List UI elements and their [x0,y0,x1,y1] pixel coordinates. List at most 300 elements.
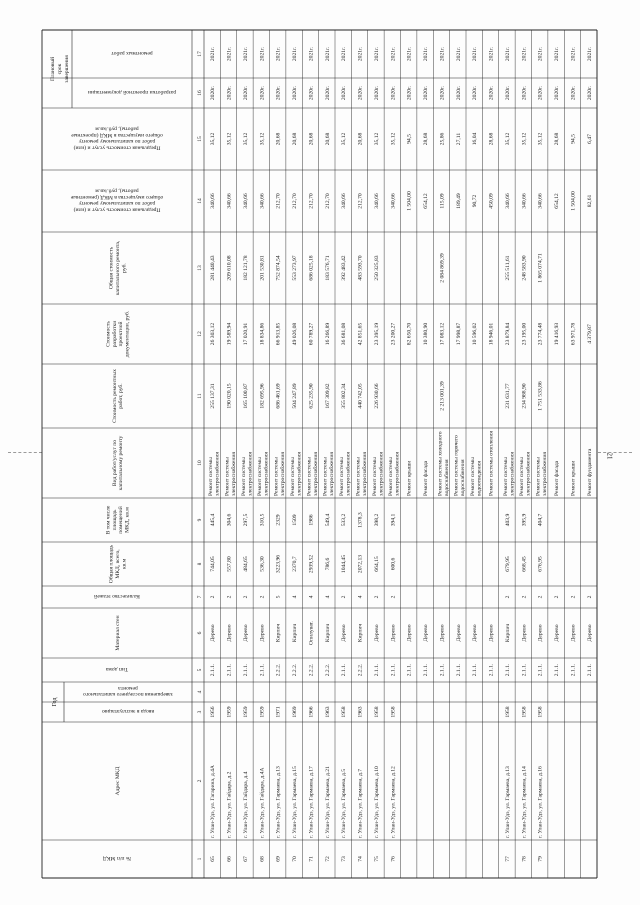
header-col_area_total: Общая площадь [108,544,115,584]
cell-type: 2.1.1. [373,663,380,677]
cell-no: 74 [357,856,364,862]
cell-d1: 2020г. [259,85,266,101]
cell-no: 78 [521,856,528,862]
cell-d1: 2020г. [472,85,479,101]
cell-d1: 2020г. [570,85,577,101]
cell-d2: 2021г. [373,46,380,62]
cell-work: Ремонт системы горячего [453,435,460,496]
cell-at: 744,05 [210,556,217,572]
cell-d2: 2021г. [226,46,233,62]
cell-work: электроснабжения [509,452,516,496]
cell-work: электроснабжения [214,452,221,496]
cell-d1: 2020г. [504,85,511,101]
cell-cr: 165 100,87 [242,383,249,409]
cell-fl: 2 [259,595,266,599]
cell-lu: 340,66 [341,193,348,209]
header-deadline: завершения [64,55,70,83]
cell-ld: 20,68 [275,132,282,146]
header-col_limit_design: Предельная стоимость услуг и (или) [73,144,161,151]
cell-wall: Кирпич [292,623,299,643]
cell-d2: 2021г. [554,46,561,62]
cell-lu: 340,66 [390,193,397,209]
cell-no: 76 [390,856,397,862]
cell-at: 536,30 [259,556,266,572]
table-group [42,30,597,878]
cell-cr: 1 751 533,86 [537,381,544,411]
cell-lu: 340,66 [537,193,544,209]
cell-cd: 16 266,89 [324,322,331,346]
cell-cr: 234 988,90 [521,383,528,409]
cell-tot: 248 583,90 [521,255,528,281]
cell-fl: 2 [341,595,348,599]
cell-lu: 212,70 [357,193,364,209]
cell-work: электроснабжения [263,452,270,496]
cell-type: 2.2.2. [357,663,364,677]
cell-wall: Дерево [242,624,249,642]
cell-wall: Дерево [439,624,446,642]
cell-work: Ремонт системы [388,457,395,496]
header-col_cost_repair: Стоимость ремонтных [111,369,118,423]
cell-cd: 10 380,90 [423,322,430,346]
cell-cd: 36 681,08 [341,322,348,346]
cell-work: электроснабжения [230,452,237,496]
header-col_total: капитального ремонта, [115,240,121,296]
cell-work: Ремонт крыши [570,460,577,496]
cell-lu: 115,09 [439,193,446,209]
cell-wall: Дерево [586,624,593,642]
header-col_area_living: В том числе [105,505,112,535]
header-col_cost_design: разработки [111,320,118,348]
cell-d1: 2020г. [308,85,315,101]
cell-lu: 340,66 [521,193,528,209]
cell-ld: 35,12 [504,132,511,146]
cell-at: 664,15 [373,556,380,572]
cell-y1: 1959 [259,706,266,718]
cell-at: 668,45 [521,556,528,572]
cell-cd: 26 303,12 [210,322,217,346]
cell-cd: 4 379,87 [586,324,593,344]
cell-y1: 1959 [226,706,233,718]
cell-cd: 17 998,87 [455,322,462,346]
column-number: 7 [197,595,203,599]
cell-work: электроснабжения [280,452,287,496]
cell-no: 77 [504,856,511,862]
cell-al: 2329 [275,514,282,526]
cell-d1: 2020г. [341,85,348,101]
cell-tot: 392 483,42 [341,255,348,281]
cell-tot: 255 511,61 [504,255,511,281]
cell-d1: 2020г. [554,85,561,101]
cell-work: Ремонт фасада [554,460,561,496]
cell-ld: 20,68 [357,132,364,146]
cell-al: 533,2 [341,513,348,527]
cell-cd: 23 200,27 [390,322,397,346]
cell-cr: 625 235,90 [308,383,315,409]
header-col_no: № п/п МКД [102,855,132,861]
cell-lu: 1 504,00 [406,191,413,211]
cell-address: г. Улан-Удэ, ул. Гармаева, д.13 [275,766,282,838]
column-number: 10 [197,460,203,466]
cell-type: 2.1.1. [406,663,413,677]
header-year: Год [52,697,58,707]
cell-wall: Дерево [259,624,266,642]
cell-d2: 2021г. [357,46,364,62]
cell-al: 445,4 [210,513,217,527]
cell-fl: 4 [357,595,364,599]
cell-ld: 28,68 [554,132,561,146]
cell-at: 679,95 [504,556,511,572]
header-col_wall: Материал стен [115,615,121,651]
header-deadline: Плановый [50,56,56,82]
cell-d1: 2020г. [324,85,331,101]
cell-type: 2.1.1. [259,663,266,677]
cell-work: Ремонт системы [470,457,476,496]
cell-wall: Опилуват. [308,621,315,645]
cell-lu: 189,49 [455,193,462,209]
cell-ld: 28,68 [423,132,430,146]
column-number: 5 [197,668,203,672]
cell-d2: 2021г. [488,46,495,62]
cell-work: Ремонт системы [502,457,509,496]
cell-wall: Кирпич [504,623,511,643]
cell-cr: 231 631,77 [504,383,511,409]
cell-ld: 20,68 [292,132,299,146]
header-col_area_total: кв.м [121,558,128,570]
cell-address: г. Улан-Удэ, ул. Гармаева, д.15 [292,766,299,838]
cell-wall: Дерево [554,624,561,642]
cell-address: г. Улан-Удэ, ул. Гармаева, д.10 [373,766,380,838]
cell-ld: 27,11 [455,132,462,146]
header-col_work: капитальному ремонту [118,435,125,491]
cell-d2: 2021г. [308,46,315,62]
cell-cd: 49 026,08 [292,322,299,346]
cell-ld: 35,12 [259,132,266,146]
cell-work: электроснабжения [345,452,352,496]
cell-y1: 1963 [324,706,331,718]
cell-at: 600,6 [390,557,397,571]
cell-wall: Дерево [406,624,413,642]
cell-cr: 504 247,89 [292,383,299,409]
cell-fl: 2 [570,595,577,599]
cell-cd: 17 083,12 [439,322,446,346]
cell-type: 2.1.1. [242,663,249,677]
column-number: 9 [197,518,203,522]
column-number: 13 [197,265,203,271]
cell-cd: 18 834,86 [259,322,266,346]
cell-ld: 20,68 [308,132,315,146]
cell-y1: 1963 [357,706,364,718]
cell-fl: 4 [324,595,331,599]
cell-cd: 63 971,78 [570,322,577,346]
cell-fl: 5 [275,595,282,599]
header-col_limit_design: работ по капитальному ремонту [78,138,156,145]
cell-cr: 686 461,69 [275,383,282,409]
cell-cr: 440 742,05 [357,383,364,409]
cell-d2: 2021г. [521,46,528,62]
cell-at: 2939,52 [308,554,315,574]
cell-d2: 2021г. [504,46,511,62]
cell-cd: 60 789,27 [308,322,315,346]
cell-tot: 553 273,97 [292,255,299,281]
cell-y1: 1958 [504,706,511,718]
cell-cd: 82 650,70 [406,322,413,346]
cell-d1: 2020г. [488,85,495,101]
cell-d2: 2021г. [439,46,446,62]
header-col_area_total: МКД, всего, [115,549,121,579]
header-col_year_overhaul: ремонта [118,684,138,691]
cell-d1: 2020г. [439,85,446,101]
cell-ld: 6,47 [586,134,593,144]
cell-d2: 2021г. [210,46,217,62]
cell-fl: 2 [537,595,544,599]
cell-type: 2.1.1. [226,663,233,677]
cell-d2: 2021г. [537,46,544,62]
cell-ld: 35,12 [390,132,397,146]
cell-work: водоотведения [476,461,483,496]
header-col_year_commission: ввода в эксплуатацию [101,708,155,714]
cell-al: 304,6 [226,513,233,527]
cell-work: Ремонт системы [240,457,247,496]
cell-no: 75 [373,856,380,862]
cell-type: 2.2.2. [292,663,299,677]
cell-lu: 82,61 [586,194,593,208]
cell-no: 65 [210,856,217,862]
cell-d2: 2021г. [292,46,299,62]
cell-at: 3223,96 [275,554,282,574]
cell-fl: 2 [373,595,380,599]
cell-wall: Кирпич [357,623,364,643]
cell-work: Ремонт системы отопления [488,431,495,496]
cell-d2: 2021г. [570,46,577,62]
header-col_limit_design: общего имущества в МКД (проектные [71,131,163,138]
cell-y1: 1958 [373,706,380,718]
cell-fl: 2 [226,595,233,599]
cell-fl: 2 [504,595,511,599]
cell-cd: 66 913,85 [275,322,282,346]
cell-tot: 2 084 869,39 [439,253,446,283]
header-deadline: срок [57,63,63,75]
cell-no: 79 [537,856,544,862]
cell-address: г. Улан-Удэ, ул. Гармаева, д.13 [504,766,511,838]
cell-tot: 209 610,08 [226,255,233,281]
header-col_total: руб. [121,263,128,273]
header-col_floors: Количество этажей [94,593,140,599]
cell-cd: 23 195,00 [521,322,528,346]
cell-d1: 2020г. [292,85,299,101]
cell-cd: 19 589,94 [226,322,233,346]
cell-fl: 2 [390,595,397,599]
header-col_address: Адрес МКД [115,766,121,796]
column-number: 15 [197,136,203,142]
cell-type: 2.1.1. [570,663,577,677]
cell-cd: 19 416,93 [554,322,561,346]
header-col_year_overhaul: завершения последнего капитального [83,691,173,698]
cell-y1: 1971 [275,706,282,718]
cell-address: г. Улан-Удэ, ул. Гайдара, д.4 [242,771,249,838]
header-col_work: Вид работ/услуг по [111,439,118,487]
cell-al: 310,5 [259,513,266,527]
cell-cr: 167 309,82 [324,383,331,409]
header-col_area_living: помещений [118,506,125,534]
cell-wall: Дерево [390,624,397,642]
cell-address: г. Улан-Удэ, ул. Гармаева, д.5 [341,768,348,838]
cell-no: 68 [259,856,266,862]
cell-type: 2.1.1. [341,663,348,677]
cell-ld: 16,04 [472,132,479,146]
cell-at: 1044,45 [341,554,348,574]
cell-tot: 686 025,18 [308,255,315,281]
cell-lu: 450,09 [488,193,495,209]
cell-y1: 1958 [521,706,528,718]
cell-wall: Дерево [521,624,528,642]
cell-wall: Дерево [341,624,348,642]
cell-at: 484,65 [242,556,249,572]
cell-al: 1378,3 [357,512,364,528]
header-col_limit_unit: работы), руб./кв.м [95,187,139,194]
column-number: 8 [197,562,203,566]
cell-ld: 25,86 [439,132,446,146]
cell-y1: 1956 [210,706,217,718]
cell-cr: 182 695,96 [259,383,266,409]
cell-cd: 10 596,02 [472,322,479,346]
cell-y1: 1958 [390,706,397,718]
cell-at: 676,95 [537,556,544,572]
cell-ld: 35,12 [341,132,348,146]
cell-d2: 2021г. [406,46,413,62]
cell-cr: 355 802,34 [341,383,348,409]
cell-lu: 654,12 [423,193,430,209]
cell-work: электроснабжения [361,452,368,496]
column-number: 12 [197,331,203,337]
cell-d1: 2020г. [521,85,528,101]
header-col_type: Тип дома [105,666,129,672]
cell-d2: 2021г. [275,46,282,62]
cell-fl: 2 [554,595,561,599]
cell-ld: 35,12 [537,132,544,146]
cell-no: 66 [226,856,233,862]
cell-y1: 1958 [537,706,544,718]
cell-cr: 2 213 001,39 [439,381,446,411]
header-col_limit_unit: Предельная стоимость услуг и (или) [73,206,161,213]
cell-tot: 182 121,78 [242,255,249,281]
cell-d1: 2020г. [242,85,249,101]
cell-type: 2.1.1. [423,663,430,677]
cell-work: электроснабжения [296,452,303,496]
cell-cr: 190 020,15 [226,383,233,409]
header-col_limit_design: работы), руб./кв.м [95,125,139,132]
cell-type: 2.2.2. [324,663,331,677]
cell-at: 786,6 [324,557,331,571]
cell-cd: 23 395,19 [373,322,380,346]
cell-fl: 4 [308,595,315,599]
header-col_deadline_work: ремонтных работ [111,50,153,56]
cell-cd: 18 946,01 [488,322,495,346]
cell-lu: 340,66 [210,193,217,209]
cell-al: 394,1 [390,513,397,527]
cell-y1: 1959 [242,706,249,718]
cell-al: 398,2 [373,513,380,527]
cell-d2: 2021г. [390,46,397,62]
cell-d2: 2021г. [586,46,593,62]
cell-no: 71 [308,856,315,862]
cell-cd: 17 020,91 [242,322,249,346]
cell-work: электроснабжения [247,452,254,496]
cell-d1: 2020г. [373,85,380,101]
cell-address: г. Улан-Удэ, ул. Гайдара, д.2 [226,771,233,838]
cell-al: 395,9 [521,513,528,527]
cell-fl: 4 [292,595,299,599]
cell-work: водоснабжения [443,459,450,496]
cell-type: 2.1.1. [439,663,446,677]
cell-al: 297,5 [242,513,249,527]
cell-work: Ремонт системы [224,457,231,496]
header-col_area_living: МКД, кв.м [124,507,131,533]
cell-no: 70 [292,856,299,862]
column-number: 6 [197,631,203,635]
cell-work: водоснабжения [460,459,467,496]
header-col_deadline_design: разработки проектной документации [87,89,177,95]
cell-wall: Дерево [537,624,544,642]
cell-lu: 340,66 [226,193,233,209]
cell-wall: Дерево [488,624,495,642]
cell-d1: 2020г. [275,85,282,101]
header-col_limit_unit: общего имущества в МКД (ремонтные [70,193,164,200]
cell-work: Ремонт системы [371,457,378,496]
cell-work: Ремонт системы [519,457,526,496]
header-col_total: Общая стоимость [108,246,115,290]
cell-d2: 2021г. [472,46,479,62]
column-number: 17 [197,51,203,57]
cell-lu: 340,66 [242,193,249,209]
cell-at: 2072,13 [357,554,364,574]
cell-tot: 752 874,54 [275,255,282,281]
header-col_cost_repair: работ, руб. [118,383,125,409]
cell-work: Ремонт системы холодного [437,431,444,496]
cell-lu: 340,66 [259,193,266,209]
column-number: 16 [197,90,203,96]
cell-wall: Дерево [472,624,479,642]
cell-ld: 20,68 [324,132,331,146]
cell-d1: 2020г. [537,85,544,101]
cell-address: г. Улан-Удэ, ул. Гармаева, д.7 [357,768,364,838]
cell-address: г. Улан-Удэ, ул. Гайдара, д.4А [259,767,266,838]
cell-type: 2.1.1. [586,663,593,677]
cell-at: 557,80 [226,556,233,572]
cell-address: г. Улан-Удэ, ул. Гармаева, д.21 [324,766,331,838]
cell-no: 73 [341,856,348,862]
cell-wall: Дерево [570,624,577,642]
cell-work: электроснабжения [525,452,532,496]
cell-type: 2.1.1. [554,663,561,677]
cell-type: 2.2.2. [308,663,315,677]
column-number: 11 [197,393,203,399]
cell-lu: 212,70 [308,193,315,209]
cell-al: 1509 [292,514,299,526]
cell-wall: Дерево [455,624,462,642]
cell-address: г. Улан-Удэ, ул. Гармаева, д.17 [308,766,315,838]
cell-al: 549,4 [324,513,331,527]
cell-tot: 281 440,43 [210,255,217,281]
cell-lu: 340,66 [504,193,511,209]
cell-work: Ремонт системы [322,457,329,496]
cell-work: Ремонт системы [339,457,345,496]
cell-fl: 2 [586,595,593,599]
cell-wall: Дерево [210,624,217,642]
cell-d1: 2020г. [226,85,233,101]
cell-type: 2.1.1. [521,663,528,677]
cell-lu: 654,12 [554,193,561,209]
cell-tot: 201 530,81 [259,255,266,281]
